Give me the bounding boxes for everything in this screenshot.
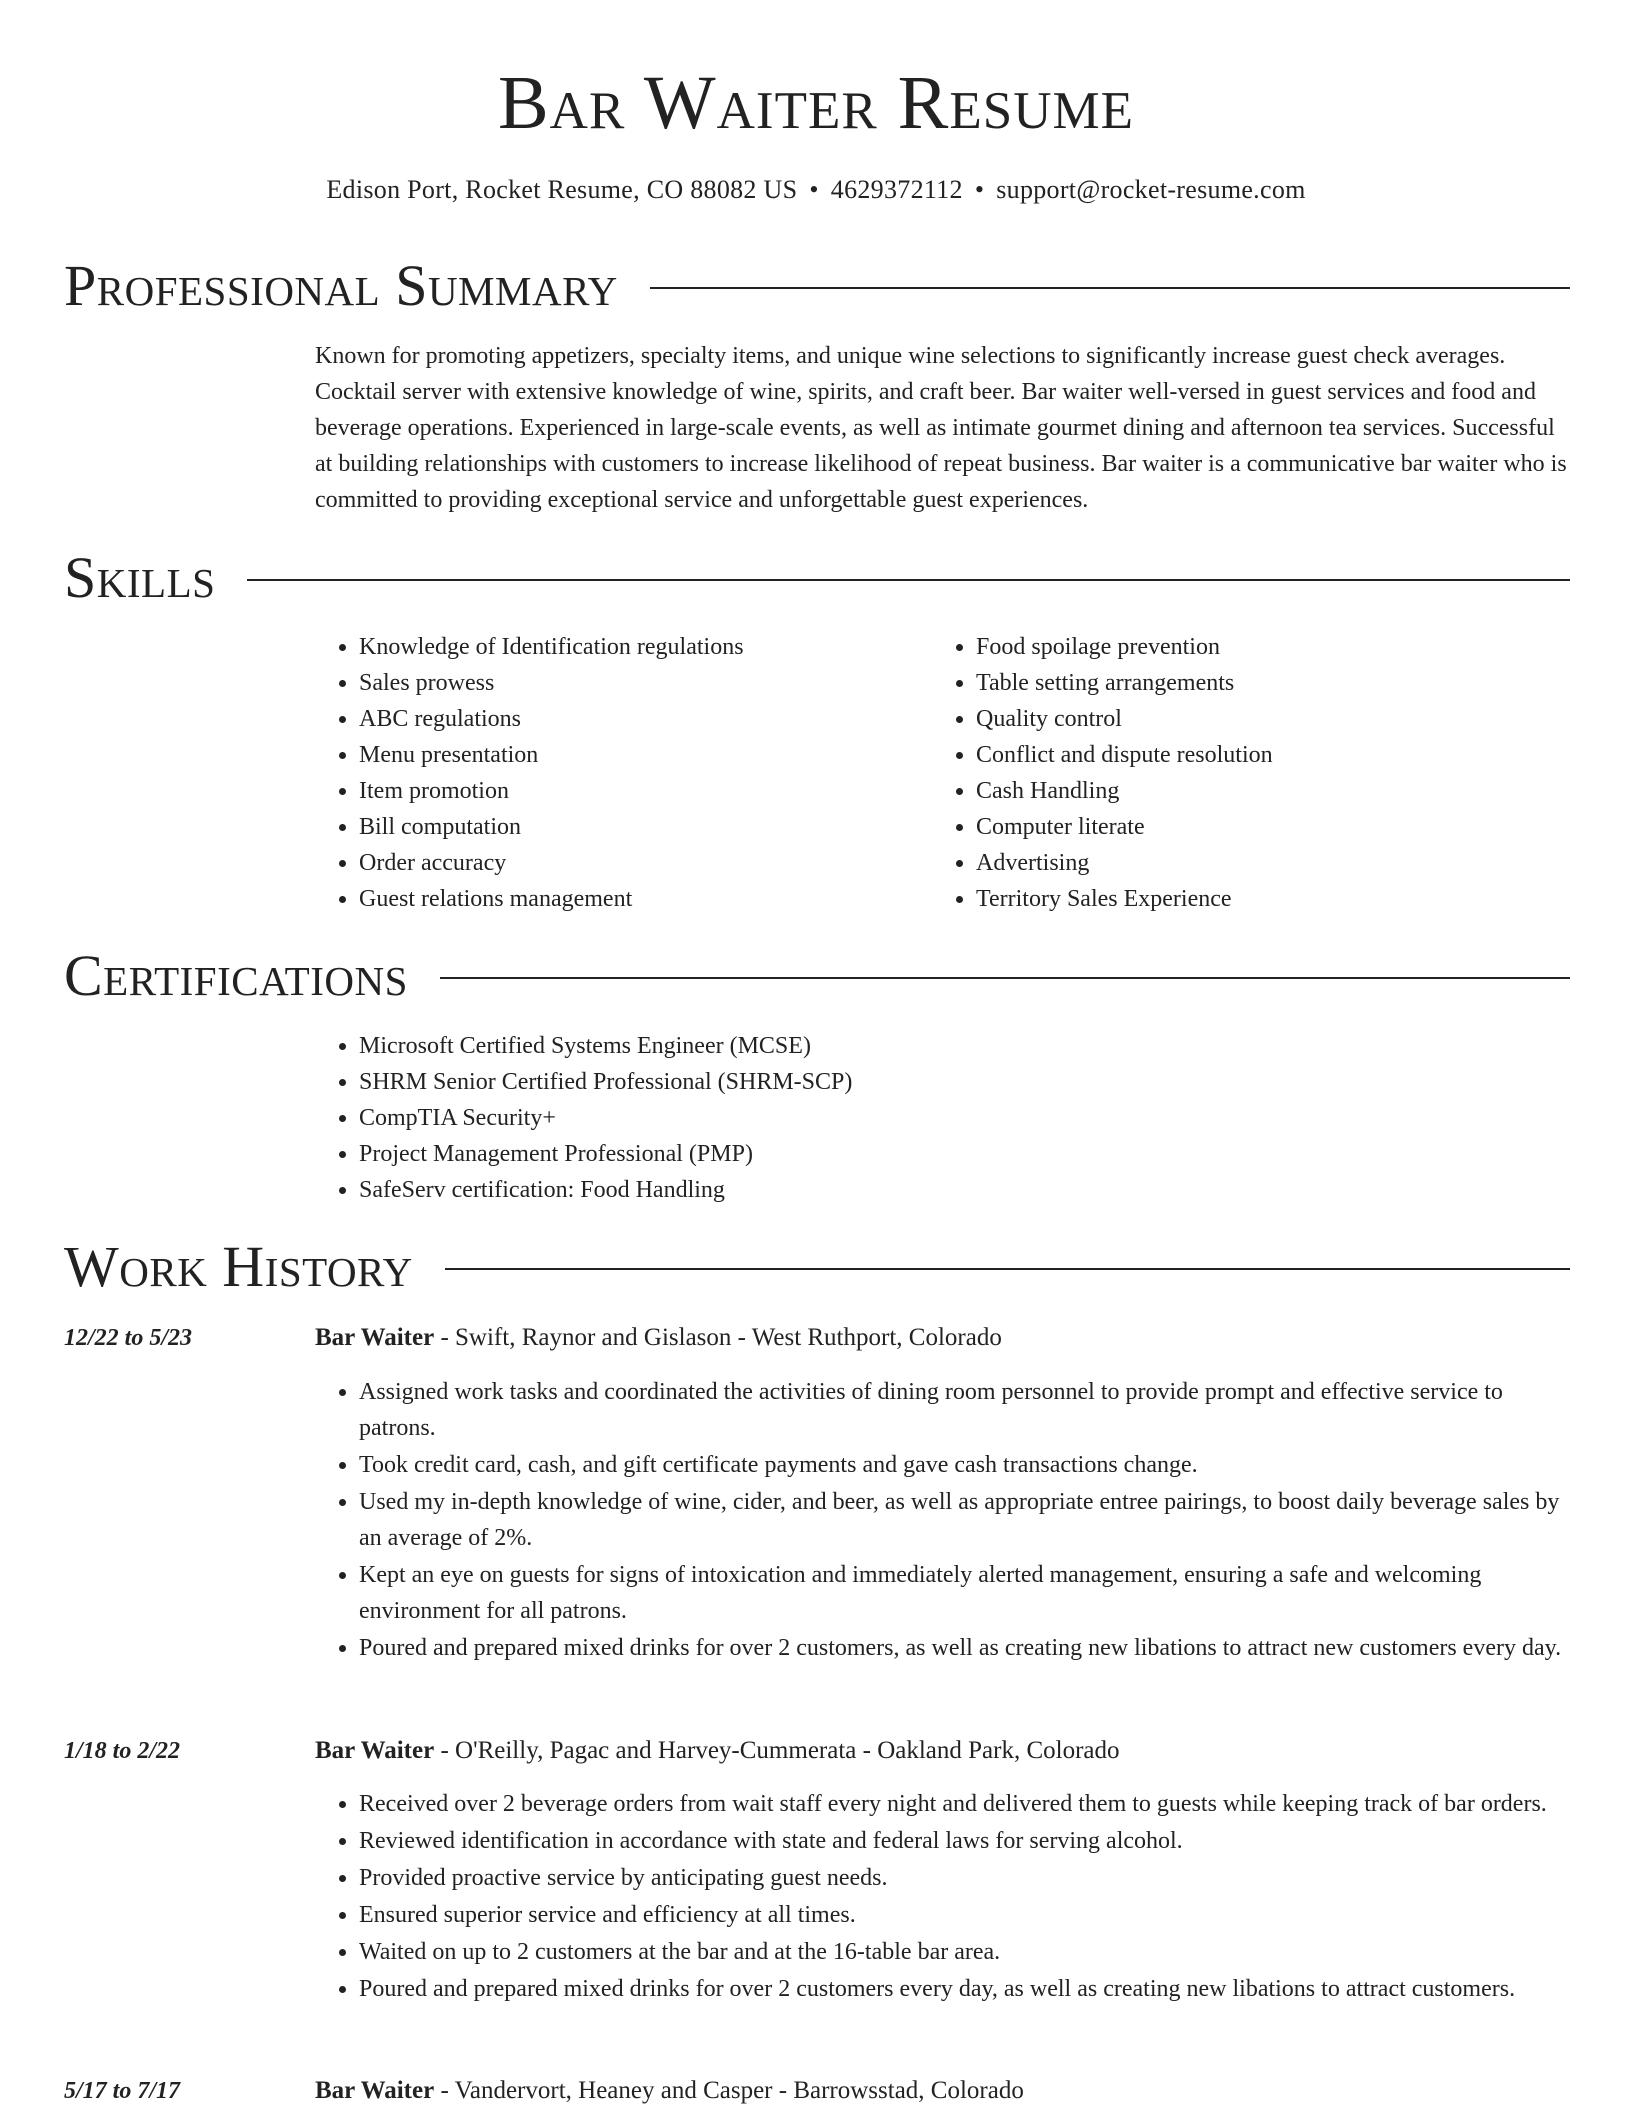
job-header [315,1733,1120,1769]
contact-email: support@rocket-resume.com [996,175,1306,204]
skill-item: • Guest relations management [359,881,932,917]
contact-line [0,172,1632,208]
job-role: Bar Waiter [315,1324,435,1351]
job-bullets [315,1786,1570,2008]
section-divider [445,1268,1570,1270]
job-bullet: • Waited on up to 2 customers at the bar and at the 16-table bar area. [359,1934,1570,1970]
skill-item: • Cash Handling [976,773,1549,809]
job-bullet: • Reviewed identification in accordance with state and federal laws for serving alcohol. [359,1823,1570,1859]
skills-column-left [315,629,932,917]
job-employer: - Swift, Raynor and Gislason - West Ruthport, Colorado [434,1324,1002,1351]
section-divider [650,287,1570,289]
contact-address: Edison Port, Rocket Resume, CO 88082 US [326,175,798,204]
section-divider [247,579,1570,581]
skills-list-left [315,629,932,917]
job-bullet: • Kept an eye on guests for signs of intoxication and immediately alerted management, ensuring a safe and welcoming environment for all patrons. [359,1557,1570,1629]
summary-heading: Professional Summary [64,253,618,318]
skills-columns [315,629,1570,917]
certification-item: • SafeServ certification: Food Handling [359,1172,1570,1208]
job-bullet: • Poured and prepared mixed drinks for over 2 customers, as well as creating new libations to attract new customers every day. [359,1630,1570,1666]
certifications-list [315,1028,1570,1208]
job-header [315,1320,1002,1356]
job-dates: 1/18 to 2/22 [64,1738,181,1764]
job-employer: - O'Reilly, Pagac and Harvey-Cummerata - Oakland Park, Colorado [434,1737,1120,1764]
job-bullet: • Assigned work tasks and coordinated the activities of dining room personnel to provide prompt and effective service to patrons. [359,1374,1570,1446]
skills-column-right [932,629,1549,917]
job-dates: 5/17 to 7/17 [64,2078,181,2104]
section-divider [440,977,1570,979]
certification-item: • Project Management Professional (PMP) [359,1136,1570,1172]
certifications-section-header [64,941,1570,1011]
contact-separator: • [809,175,819,204]
skill-item: • Quality control [976,701,1549,737]
certification-item: • CompTIA Security+ [359,1100,1570,1136]
skill-item: • Table setting arrangements [976,665,1549,701]
resume-title: Bar Waiter Resume [497,61,1135,145]
summary-section-header [64,251,1570,321]
work-section-header [64,1232,1570,1302]
job-bullet: • Ensured superior service and efficiency at all times. [359,1897,1570,1933]
certifications-heading: Certifications [64,943,408,1008]
certification-item: • Microsoft Certified Systems Engineer (MCSE) [359,1028,1570,1064]
skills-block [315,629,1570,917]
skill-item: • Order accuracy [359,845,932,881]
certifications-block [315,1028,1570,1208]
job-role: Bar Waiter [315,1737,435,1764]
skill-item: • Territory Sales Experience [976,881,1549,917]
summary-block [315,338,1570,518]
job-bullet: • Received over 2 beverage orders from wait staff every night and delivered them to guests while keeping track of bar orders. [359,1786,1570,1822]
job-role: Bar Waiter [315,2077,435,2104]
certification-item: • SHRM Senior Certified Professional (SHRM-SCP) [359,1064,1570,1100]
job-employer: - Vandervort, Heaney and Casper - Barrowsstad, Colorado [434,2077,1024,2104]
skill-item: • Conflict and dispute resolution [976,737,1549,773]
job-bullet: • Provided proactive service by anticipating guest needs. [359,1860,1570,1896]
skill-item: • Advertising [976,845,1549,881]
skills-list-right [932,629,1549,917]
skill-item: • Computer literate [976,809,1549,845]
job-dates: 12/22 to 5/23 [64,1325,193,1351]
job-bullet: • Poured and prepared mixed drinks for over 2 customers every day, as well as creating new libations to attract customers. [359,1971,1570,2007]
job-bullet-list [315,1374,1570,1666]
skills-section-header [64,543,1570,613]
skills-heading: Skills [64,545,216,610]
contact-phone: 4629372112 [830,175,963,204]
skill-item: • Food spoilage prevention [976,629,1549,665]
skill-item: • Item promotion [359,773,932,809]
skill-item: • Menu presentation [359,737,932,773]
job-bullet: • Took credit card, cash, and gift certificate payments and gave cash transactions change. [359,1447,1570,1483]
job-bullets [315,1374,1570,1667]
skill-item: • Knowledge of Identification regulations [359,629,932,665]
work-heading: Work History [64,1234,413,1299]
skill-item: • Sales prowess [359,665,932,701]
job-bullet: • Used my in-depth knowledge of wine, cider, and beer, as well as appropriate entree pairings, to boost daily beverage sales by an average of 2%. [359,1484,1570,1556]
job-bullet-list [315,1786,1570,2007]
contact-separator: • [974,175,985,204]
summary-text: Known for promoting appetizers, specialty items, and unique wine selections to significantly increase guest check averages. Cocktail server with extensive knowledge of wine, spirits, and craft beer. Bar waiter well-versed in guest services and food and beverage operations. Experienced in large-scale events, as well as intimate gourmet dining and afternoon tea services. Successful at building relationships with customers to increase likelihood of repeat business. Bar waiter is a communicative bar waiter who is committed to providing exceptional service and unforgettable guest experiences. [315,343,1567,513]
skill-item: • ABC regulations [359,701,932,737]
skill-item: • Bill computation [359,809,932,845]
job-header [315,2073,1024,2109]
